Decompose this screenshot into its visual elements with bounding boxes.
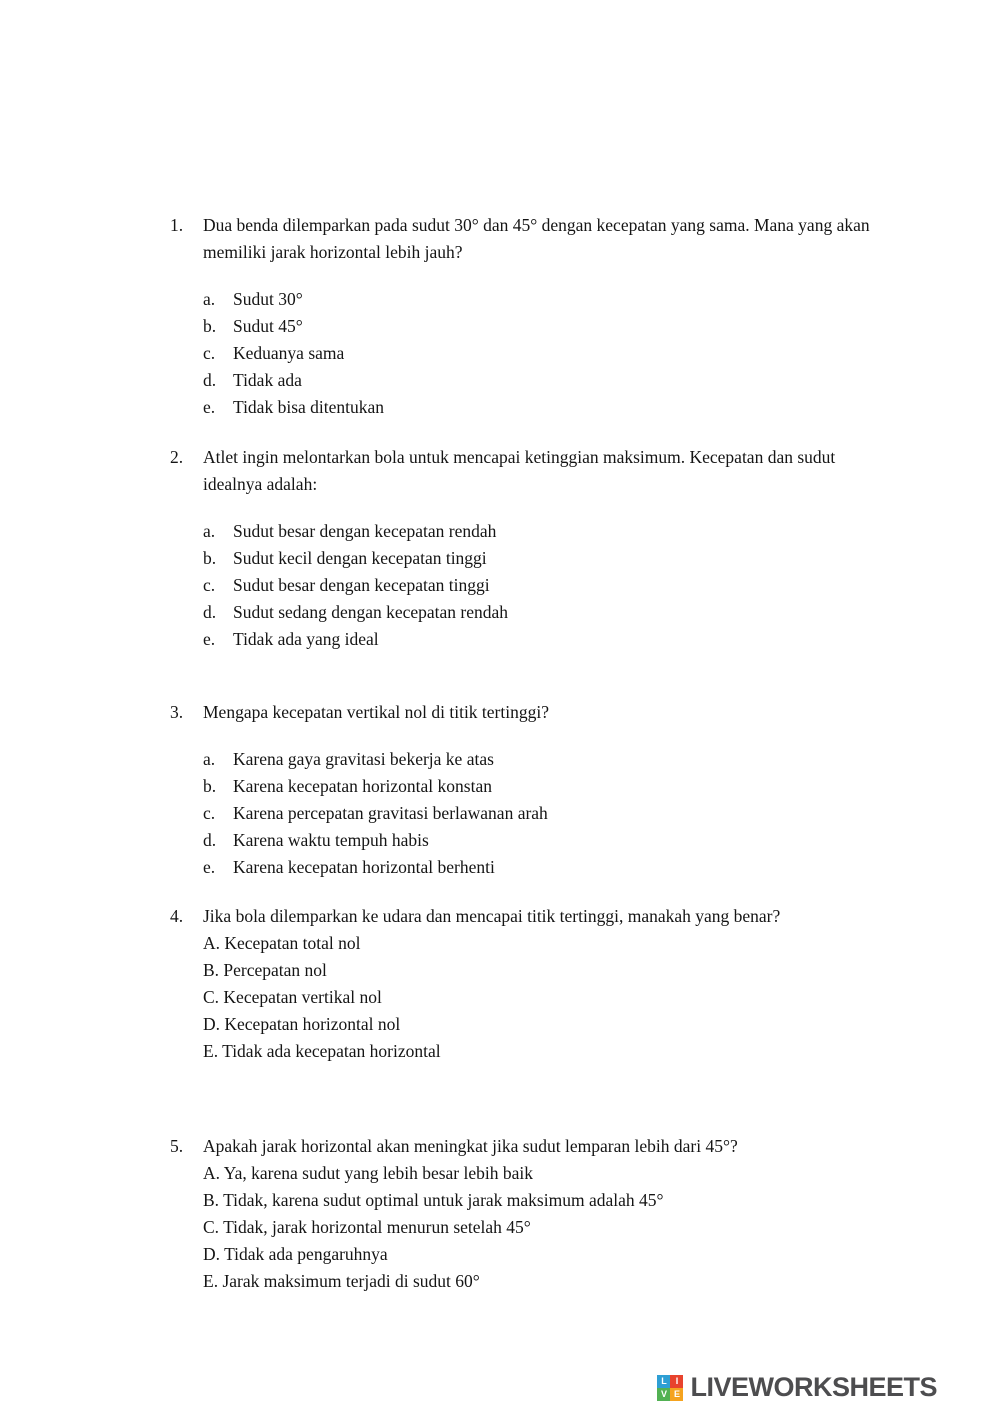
option-c: C. Tidak, jarak horizontal menurun setelah 45°	[203, 1217, 531, 1237]
option-text: Karena gaya gravitasi bekerja ke atas	[233, 749, 494, 769]
option-label: e.	[203, 629, 216, 649]
option-c: C. Kecepatan vertikal nol	[203, 987, 382, 1007]
option-a: A. Ya, karena sudut yang lebih besar lebih baik	[203, 1163, 533, 1183]
question-4	[170, 903, 886, 1065]
brand-name: LIVEWORKSHEETS	[690, 1372, 937, 1402]
option-c	[203, 572, 886, 599]
option-label: a.	[203, 749, 216, 769]
option-e: E. Jarak maksimum terjadi di sudut 60°	[203, 1271, 480, 1291]
option-text: Sudut sedang dengan kecepatan rendah	[233, 602, 509, 622]
option-label: b.	[203, 548, 217, 568]
option-e	[203, 854, 886, 881]
option-label: c.	[203, 803, 216, 823]
question-text: Jika bola dilemparkan ke udara dan mencapai titik tertinggi, manakah yang benar?	[203, 906, 781, 926]
option-d: D. Kecepatan horizontal nol	[203, 1014, 401, 1034]
option-text: Karena waktu tempuh habis	[233, 830, 429, 850]
question-1	[170, 212, 886, 421]
option-d: D. Tidak ada pengaruhnya	[203, 1244, 388, 1264]
option-a	[203, 746, 886, 773]
question-text: Dua benda dilemparkan pada sudut 30° dan 45° dengan kecepatan yang sama. Mana yang akan memiliki jarak horizontal lebih jauh?	[203, 215, 870, 262]
option-e	[203, 626, 886, 653]
option-b	[203, 313, 886, 340]
option-a	[203, 286, 886, 313]
question-5-head	[170, 1133, 886, 1160]
option-label: d.	[203, 602, 217, 622]
option-d	[203, 827, 886, 854]
question-3	[170, 699, 886, 881]
question-number: 3.	[170, 702, 184, 722]
option-text: Karena kecepatan horizontal berhenti	[233, 857, 495, 877]
option-label: d.	[203, 370, 217, 390]
option-label: c.	[203, 575, 216, 595]
option-text: Tidak bisa ditentukan	[233, 397, 385, 417]
question-3-options	[170, 746, 886, 881]
option-c	[203, 340, 886, 367]
question-text: Atlet ingin melontarkan bola untuk mencapai ketinggian maksimum. Kecepatan dan sudut idealnya adalah:	[203, 447, 836, 494]
option-b: B. Tidak, karena sudut optimal untuk jarak maksimum adalah 45°	[203, 1190, 664, 1210]
liveworksheets-logo-icon	[657, 1375, 683, 1401]
question-2-options	[170, 518, 886, 653]
worksheet-content	[170, 212, 886, 1295]
question-number: 4.	[170, 906, 184, 926]
question-number: 5.	[170, 1136, 184, 1156]
option-label: a.	[203, 521, 216, 541]
question-2-head	[170, 444, 886, 498]
option-text: Sudut besar dengan kecepatan tinggi	[233, 575, 490, 595]
logo-letter-l: L	[657, 1375, 670, 1388]
question-number: 2.	[170, 447, 184, 467]
option-text: Tidak ada	[233, 370, 302, 390]
option-text: Karena kecepatan horizontal konstan	[233, 776, 492, 796]
option-a	[203, 518, 886, 545]
option-text: Sudut kecil dengan kecepatan tinggi	[233, 548, 487, 568]
option-d	[203, 367, 886, 394]
option-text: Keduanya sama	[233, 343, 345, 363]
question-1-head	[170, 212, 886, 266]
option-a: A. Kecepatan total nol	[203, 933, 361, 953]
option-label: b.	[203, 776, 217, 796]
question-text: Mengapa kecepatan vertikal nol di titik tertinggi?	[203, 702, 549, 722]
logo-letter-i: I	[670, 1375, 683, 1388]
question-5	[170, 1133, 886, 1295]
option-b	[203, 773, 886, 800]
option-label: e.	[203, 857, 216, 877]
question-number: 1.	[170, 215, 184, 235]
option-c	[203, 800, 886, 827]
option-text: Sudut 45°	[233, 316, 303, 336]
question-4-head	[170, 903, 886, 930]
question-4-options	[170, 930, 886, 1065]
option-label: e.	[203, 397, 216, 417]
option-label: d.	[203, 830, 217, 850]
logo-letter-v: V	[657, 1388, 670, 1401]
option-label: c.	[203, 343, 216, 363]
option-b: B. Percepatan nol	[203, 960, 327, 980]
liveworksheets-footer-logo[interactable]	[657, 1374, 937, 1401]
option-text: Sudut 30°	[233, 289, 303, 309]
question-2	[170, 444, 886, 653]
option-text: Sudut besar dengan kecepatan rendah	[233, 521, 497, 541]
option-label: a.	[203, 289, 216, 309]
question-3-head	[170, 699, 886, 726]
option-e: E. Tidak ada kecepatan horizontal	[203, 1041, 441, 1061]
option-d	[203, 599, 886, 626]
option-e	[203, 394, 886, 421]
option-text: Karena percepatan gravitasi berlawanan arah	[233, 803, 548, 823]
option-text: Tidak ada yang ideal	[233, 629, 379, 649]
logo-letter-e: E	[670, 1388, 683, 1401]
option-label: b.	[203, 316, 217, 336]
question-1-options	[170, 286, 886, 421]
question-5-options	[170, 1160, 886, 1295]
question-text: Apakah jarak horizontal akan meningkat jika sudut lemparan lebih dari 45°?	[203, 1136, 738, 1156]
option-b	[203, 545, 886, 572]
